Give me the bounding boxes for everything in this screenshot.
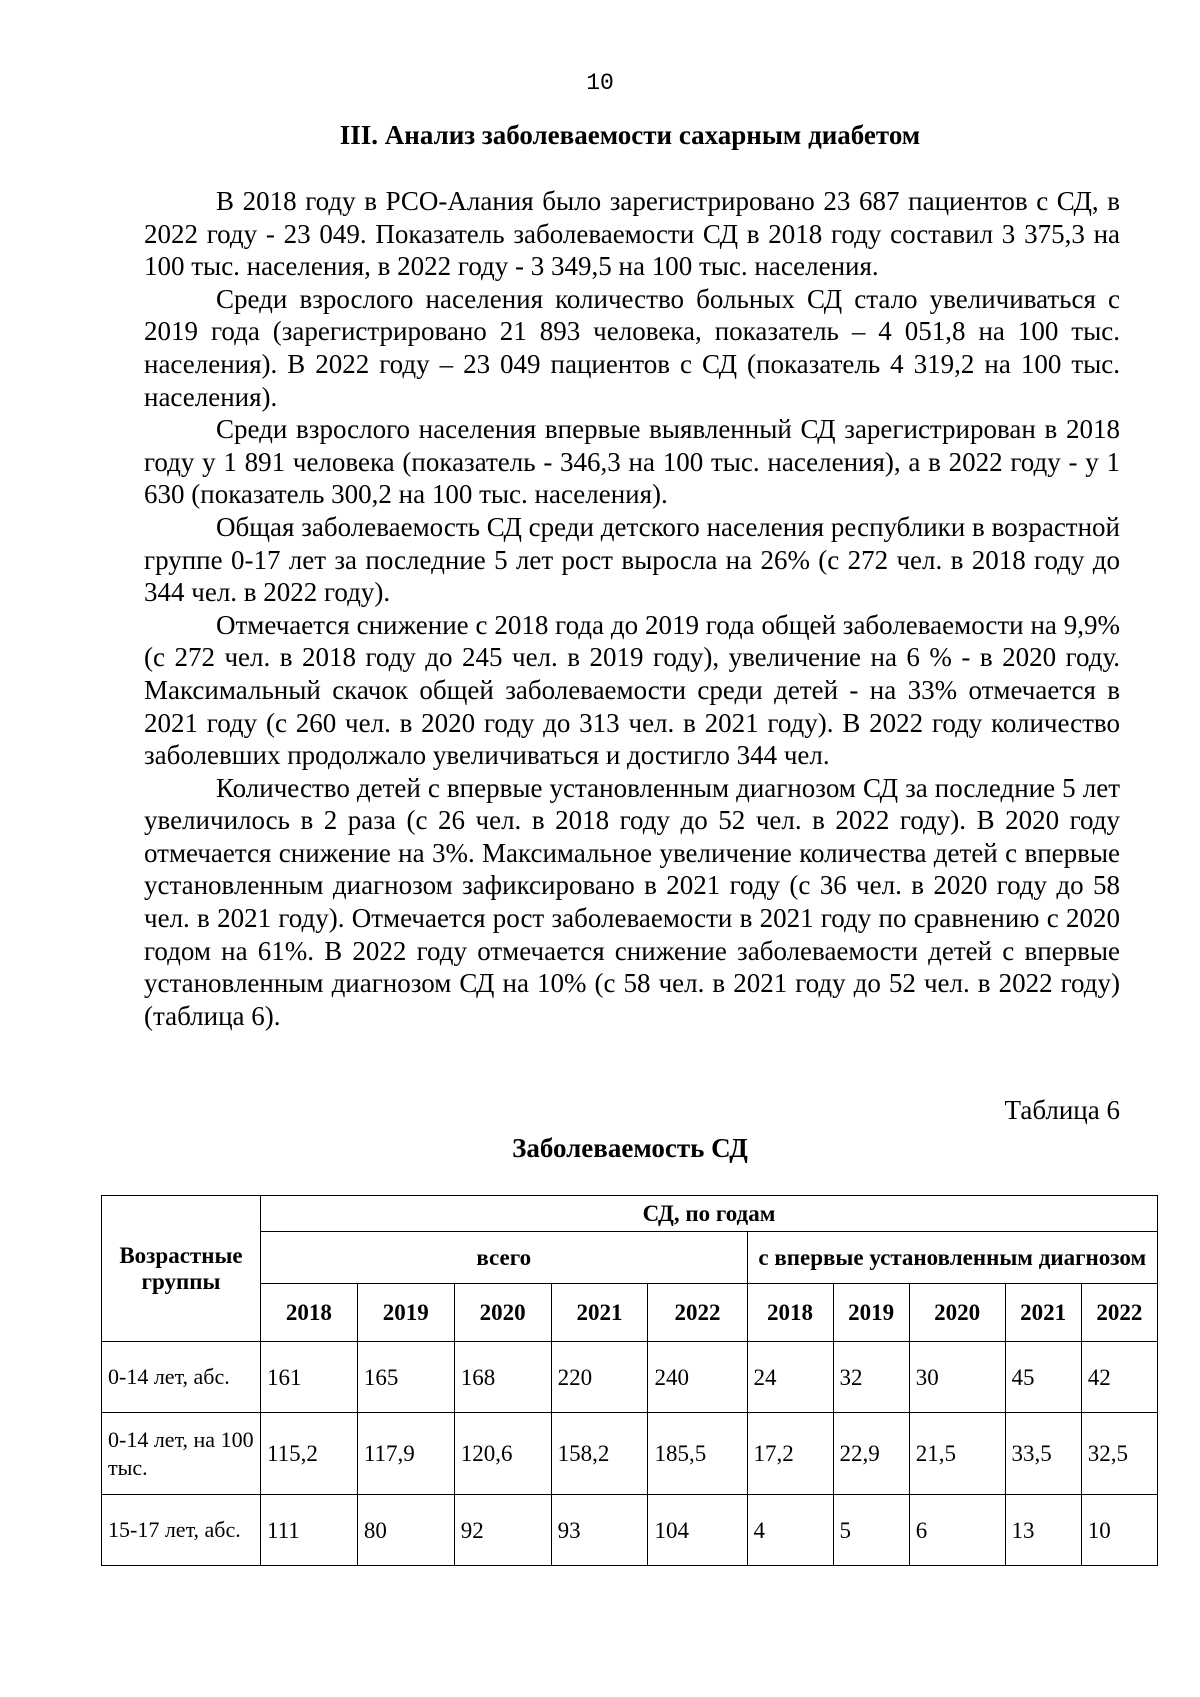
header-year: 2018: [260, 1284, 357, 1342]
table-cell: 104: [648, 1495, 747, 1566]
header-year: 2019: [357, 1284, 454, 1342]
table-row: [102, 1495, 1158, 1566]
incidence-table: [101, 1195, 1158, 1566]
page-number: 10: [586, 70, 614, 96]
table-cell: 240: [648, 1342, 747, 1413]
table-cell: 17,2: [747, 1413, 833, 1495]
paragraph: Среди взрослого населения впервые выявленный СД зарегистрирован в 2018 году у 1 891 человека (показатель - 346,3 на 100 тыс. населения), а в 2022 году - у 1 630 (показатель 300,2 на 100 тыс. населения).: [144, 414, 1120, 510]
paragraph: В 2018 году в РСО-Алания было зарегистрировано 23 687 пациентов с СД, в 2022 году - 23 049. Показатель заболеваемости СД в 2018 году составил 3 375,3 на 100 тыс. населения, в 2022 году - 3 349,5 на 100 тыс. населения.: [144, 186, 1120, 282]
table-cell: 168: [454, 1342, 551, 1413]
table-cell: 115,2: [260, 1413, 357, 1495]
header-total: всего: [260, 1232, 747, 1284]
table-row: [102, 1342, 1158, 1413]
header-year: 2022: [648, 1284, 747, 1342]
row-label: 0-14 лет, на 100 тыс.: [102, 1413, 261, 1495]
table-cell: 158,2: [551, 1413, 648, 1495]
table-cell: 92: [454, 1495, 551, 1566]
header-year: 2022: [1081, 1284, 1157, 1342]
table-cell: 24: [747, 1342, 833, 1413]
row-label: 0-14 лет, абс.: [102, 1342, 261, 1413]
paragraph: Среди взрослого населения количество больных СД стало увеличиваться с 2019 года (зарегистрировано 21 893 человека, показатель – 4 051,8 на 100 тыс. населения). В 2022 году – 23 049 пациентов с СД (показатель 4 319,2 на 100 тыс. населения).: [144, 283, 1120, 412]
table-cell: 30: [909, 1342, 1005, 1413]
table-cell: 4: [747, 1495, 833, 1566]
table-cell: 93: [551, 1495, 648, 1566]
table-cell: 22,9: [833, 1413, 909, 1495]
header-year: 2021: [551, 1284, 648, 1342]
table-cell: 32,5: [1081, 1413, 1157, 1495]
table-cell: 6: [909, 1495, 1005, 1566]
table-cell: 45: [1005, 1342, 1081, 1413]
table-cell: 161: [260, 1342, 357, 1413]
table-cell: 111: [260, 1495, 357, 1566]
header-year: 2021: [1005, 1284, 1081, 1342]
table-title: Заболеваемость СД: [512, 1133, 748, 1163]
paragraph: Количество детей с впервые установленным диагнозом СД за последние 5 лет увеличилось в 2 раза (с 26 чел. в 2018 году до 52 чел. в 2022 году). В 2020 году отмечается снижение на 3%. Максимальное увеличение количества детей с впервые установленным диагнозом зафиксировано в 2021 году (с 36 чел. в 2020 году до 58 чел. в 2021 году). Отмечается рост заболеваемости в 2021 году по сравнению с 2020 годом на 61%. В 2022 году отмечается снижение заболеваемости детей с впервые установленным диагнозом СД на 10% (с 58 чел. в 2021 году до 52 чел. в 2022 году) (таблица 6).: [144, 772, 1120, 1031]
table-cell: 42: [1081, 1342, 1157, 1413]
table-cell: 117,9: [357, 1413, 454, 1495]
table-cell: 220: [551, 1342, 648, 1413]
paragraph: Отмечается снижение с 2018 года до 2019 года общей заболеваемости на 9,9% (с 272 чел. в 2018 году до 245 чел. в 2019 году), увеличение на 6 % - в 2020 году. Максимальный скачок общей заболеваемости среди детей - на 33% отмечается в 2021 году (с 260 чел. в 2020 году до 313 чел. в 2021 году). В 2022 году количество заболевших продолжало увеличиваться и достигло 344 чел.: [144, 609, 1120, 771]
header-year: 2018: [747, 1284, 833, 1342]
table-cell: 185,5: [648, 1413, 747, 1495]
table-cell: 21,5: [909, 1413, 1005, 1495]
header-age-groups: Возрастные группы: [102, 1196, 261, 1342]
header-year: 2019: [833, 1284, 909, 1342]
table-cell: 165: [357, 1342, 454, 1413]
row-label: 15-17 лет, абс.: [102, 1495, 261, 1566]
paragraph: Общая заболеваемость СД среди детского населения республики в возрастной группе 0-17 лет за последние 5 лет рост выросла на 26% (с 272 чел. в 2018 году до 344 чел. в 2022 году).: [144, 511, 1120, 608]
table-row: [102, 1413, 1158, 1495]
table-cell: 120,6: [454, 1413, 551, 1495]
table-cell: 80: [357, 1495, 454, 1566]
header-year: 2020: [454, 1284, 551, 1342]
table-cell: 13: [1005, 1495, 1081, 1566]
table-cell: 32: [833, 1342, 909, 1413]
body-text: [144, 185, 1120, 1032]
header-by-years: СД, по годам: [260, 1196, 1157, 1232]
section-title: III. Анализ заболеваемости сахарным диабетом: [339, 120, 921, 150]
header-new-diagnosis: с впервые установленным диагнозом: [747, 1232, 1158, 1284]
table-label: Таблица 6: [1004, 1095, 1120, 1125]
table-cell: 33,5: [1005, 1413, 1081, 1495]
table-cell: 10: [1081, 1495, 1157, 1566]
header-year: 2020: [909, 1284, 1005, 1342]
table-cell: 5: [833, 1495, 909, 1566]
